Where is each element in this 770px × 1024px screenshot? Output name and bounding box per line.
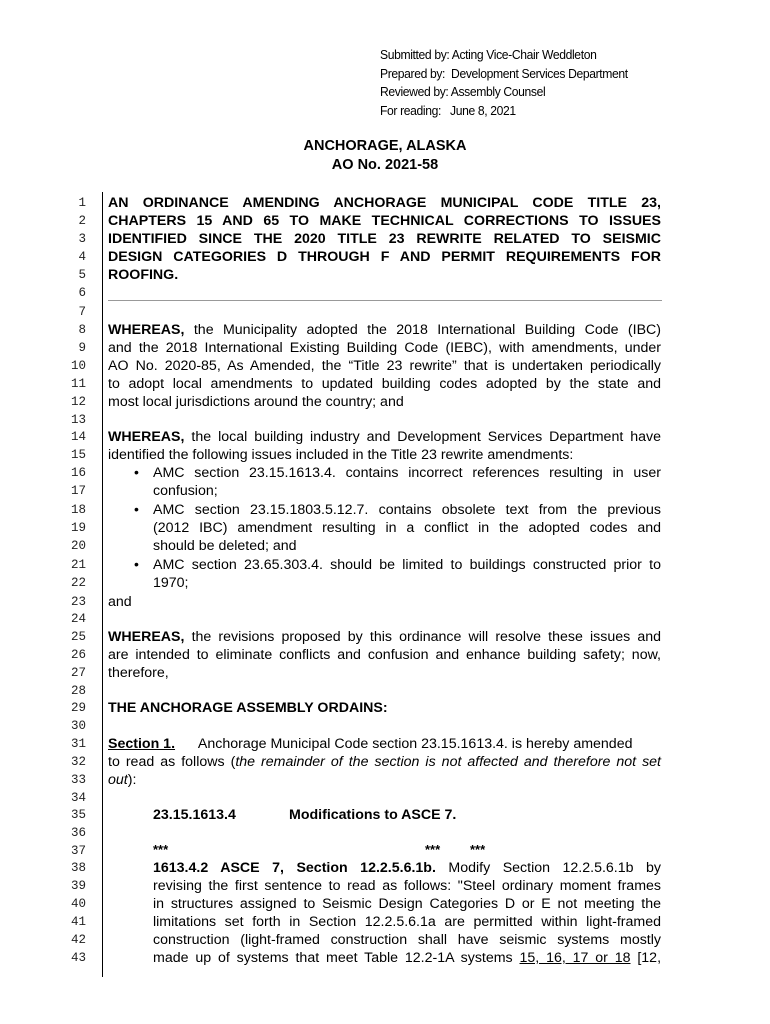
bullet-line: AMC section 23.15.1613.4. contains incorrect references resulting in user <box>153 465 661 481</box>
subsection-text: made up of systems that meet Table 12.2-1A systems <box>153 950 520 966</box>
line-number: 3 <box>78 232 86 246</box>
ordinance-title-line: ROOFING. <box>108 267 179 283</box>
prepared-by: Prepared by: Development Services Department <box>380 65 628 81</box>
margin-rule <box>102 192 103 977</box>
bullet-line: confusion; <box>153 483 218 499</box>
bullet-icon: • <box>134 464 139 480</box>
omission-stars: *** <box>470 842 486 857</box>
whereas-3-line <box>108 628 661 646</box>
subsection-line: limitations set forth in Section 12.2.5.6.1a are permitted within light-framed <box>153 914 661 930</box>
line-number: 35 <box>70 808 86 822</box>
line-number: 36 <box>70 826 86 840</box>
line-number: 24 <box>70 612 86 626</box>
whereas-lead: WHEREAS, <box>108 629 185 645</box>
line-number: 18 <box>70 503 86 517</box>
line-number: 21 <box>70 558 86 572</box>
line-number: 23 <box>70 595 86 609</box>
whereas-1-line: AO No. 2020-85, As Amended, the “Title 23 rewrite” that is undertaken periodically <box>108 358 661 374</box>
subsection-underline: 15, 16, 17 or 18 <box>519 950 631 966</box>
line-number: 17 <box>70 484 86 498</box>
line-number: 32 <box>70 755 86 769</box>
title-divider <box>108 300 662 301</box>
line-number: 42 <box>70 933 86 947</box>
whereas-3-line: therefore, <box>108 665 169 681</box>
subsection-line: in structures assigned to Seismic Design Categories D or E not meeting the <box>153 896 661 912</box>
bullet-line: AMC section 23.15.1803.5.12.7. contains obsolete text from the previous <box>153 502 661 518</box>
ordinance-number: AO No. 2021-58 <box>331 157 439 173</box>
line-number: 28 <box>70 684 86 698</box>
line-number: 37 <box>70 844 86 858</box>
subsection-line <box>153 859 661 877</box>
section-text: Anchorage Municipal Code section 23.15.1613.4. is hereby amended <box>175 736 633 752</box>
line-number: 10 <box>70 359 86 373</box>
section-label: Section 1. <box>108 736 176 752</box>
line-number: 4 <box>78 250 86 264</box>
bullet-line: AMC section 23.65.303.4. should be limited to buildings constructed prior to <box>153 557 661 573</box>
document-title: ANCHORAGE, ALASKA <box>303 138 467 154</box>
line-number: 38 <box>70 861 86 875</box>
line-number: 27 <box>70 666 86 680</box>
bullet-line: (2012 IBC) amendment resulting in a conflict in the adopted codes and <box>153 520 661 536</box>
ordinance-title-line: AN ORDINANCE AMENDING ANCHORAGE MUNICIPAL CODE TITLE 23, <box>108 195 661 211</box>
line-number: 34 <box>70 791 86 805</box>
section-italic: the remainder of the section is not affected and therefore not set <box>235 754 661 770</box>
section-text: ): <box>127 772 137 788</box>
line-number: 31 <box>70 737 86 751</box>
whereas-1-line: and the 2018 International Existing Building Code (IEBC), with amendments, under <box>108 340 661 356</box>
reading-date: For reading: June 8, 2021 <box>380 102 516 118</box>
line-number: 7 <box>78 305 86 319</box>
subsection-text: [12, <box>630 950 662 966</box>
whereas-lead: WHEREAS, <box>108 429 185 445</box>
omission-stars: *** <box>425 842 441 857</box>
bullet-line: 1970; <box>153 575 189 591</box>
bullet-icon: • <box>134 501 139 517</box>
line-number: 2 <box>78 214 86 228</box>
whereas-1-line: to adopt local amendments to updated building codes adopted by the state and <box>108 376 661 392</box>
line-number: 8 <box>78 323 86 337</box>
line-number: 12 <box>70 395 86 409</box>
ordinance-title-line: CHAPTERS 15 AND 65 TO MAKE TECHNICAL CORRECTIONS TO ISSUES <box>108 213 661 229</box>
line-number: 19 <box>70 521 86 535</box>
line-number: 11 <box>70 377 86 391</box>
ordinance-title-line: IDENTIFIED SINCE THE 2020 TITLE 23 REWRITE RELATED TO SEISMIC <box>108 231 661 247</box>
bullet-icon: • <box>134 556 139 572</box>
line-number: 5 <box>78 268 86 282</box>
line-number: 43 <box>70 951 86 965</box>
line-number: 41 <box>70 915 86 929</box>
line-number: 9 <box>78 341 86 355</box>
section-italic: out <box>108 772 128 788</box>
whereas-lead: WHEREAS, <box>108 322 185 338</box>
line-number: 39 <box>70 879 86 893</box>
line-number: 25 <box>70 630 86 644</box>
ordinance-title-line: DESIGN CATEGORIES D THROUGH F AND PERMIT REQUIREMENTS FOR <box>108 249 661 265</box>
line-number: 13 <box>70 413 86 427</box>
whereas-2-line: identified the following issues included in the Title 23 rewrite amendments: <box>108 447 574 463</box>
whereas-text: the revisions proposed by this ordinance will resolve these issues and <box>184 629 661 645</box>
subsection-line: construction (light-framed construction shall have seismic systems mostly <box>153 932 661 948</box>
subsection-line: revising the first sentence to read as follows: "Steel ordinary moment frames <box>153 878 661 894</box>
submission-header <box>380 46 628 120</box>
line-number: 15 <box>70 448 86 462</box>
line-number: 22 <box>70 576 86 590</box>
submitted-by: Submitted by: Acting Vice-Chair Weddleton <box>380 47 597 62</box>
omission-stars: *** <box>153 842 169 857</box>
line-number: 30 <box>70 719 86 733</box>
line-number: 1 <box>78 196 86 210</box>
subsection-text: Modify Section 12.2.5.6.1b by <box>435 860 661 876</box>
whereas-2-line <box>108 428 661 446</box>
line-number: 14 <box>70 430 86 444</box>
whereas-text: the local building industry and Development Services Department have <box>184 429 661 445</box>
whereas-2-closing: and <box>108 594 132 610</box>
subsection-line <box>153 949 661 967</box>
whereas-1-line: most local jurisdictions around the country; and <box>108 394 404 410</box>
line-number: 26 <box>70 648 86 662</box>
reviewed-by: Reviewed by: Assembly Counsel <box>380 84 546 99</box>
line-number: 29 <box>70 701 86 715</box>
line-number: 16 <box>70 466 86 480</box>
subsection-lead: 1613.4.2 ASCE 7, Section 12.2.5.6.1b. <box>153 860 436 876</box>
ordains-heading: THE ANCHORAGE ASSEMBLY ORDAINS: <box>108 700 388 716</box>
line-number: 33 <box>70 773 86 787</box>
code-section-number: 23.15.1613.4 <box>153 807 236 823</box>
whereas-text: the Municipality adopted the 2018 International Building Code (IBC) <box>184 322 661 338</box>
section-text: to read as follows ( <box>108 754 236 770</box>
line-number: 40 <box>70 897 86 911</box>
whereas-1-line <box>108 321 661 339</box>
line-number: 6 <box>78 286 86 300</box>
section-1-line <box>108 753 661 771</box>
code-section-heading: Modifications to ASCE 7. <box>289 807 457 823</box>
section-1-line <box>108 735 661 753</box>
line-number: 20 <box>70 539 86 553</box>
bullet-line: should be deleted; and <box>153 538 297 554</box>
whereas-3-line: are intended to eliminate conflicts and confusion and enhance building safety; now, <box>108 647 661 663</box>
section-1-line <box>108 771 661 789</box>
